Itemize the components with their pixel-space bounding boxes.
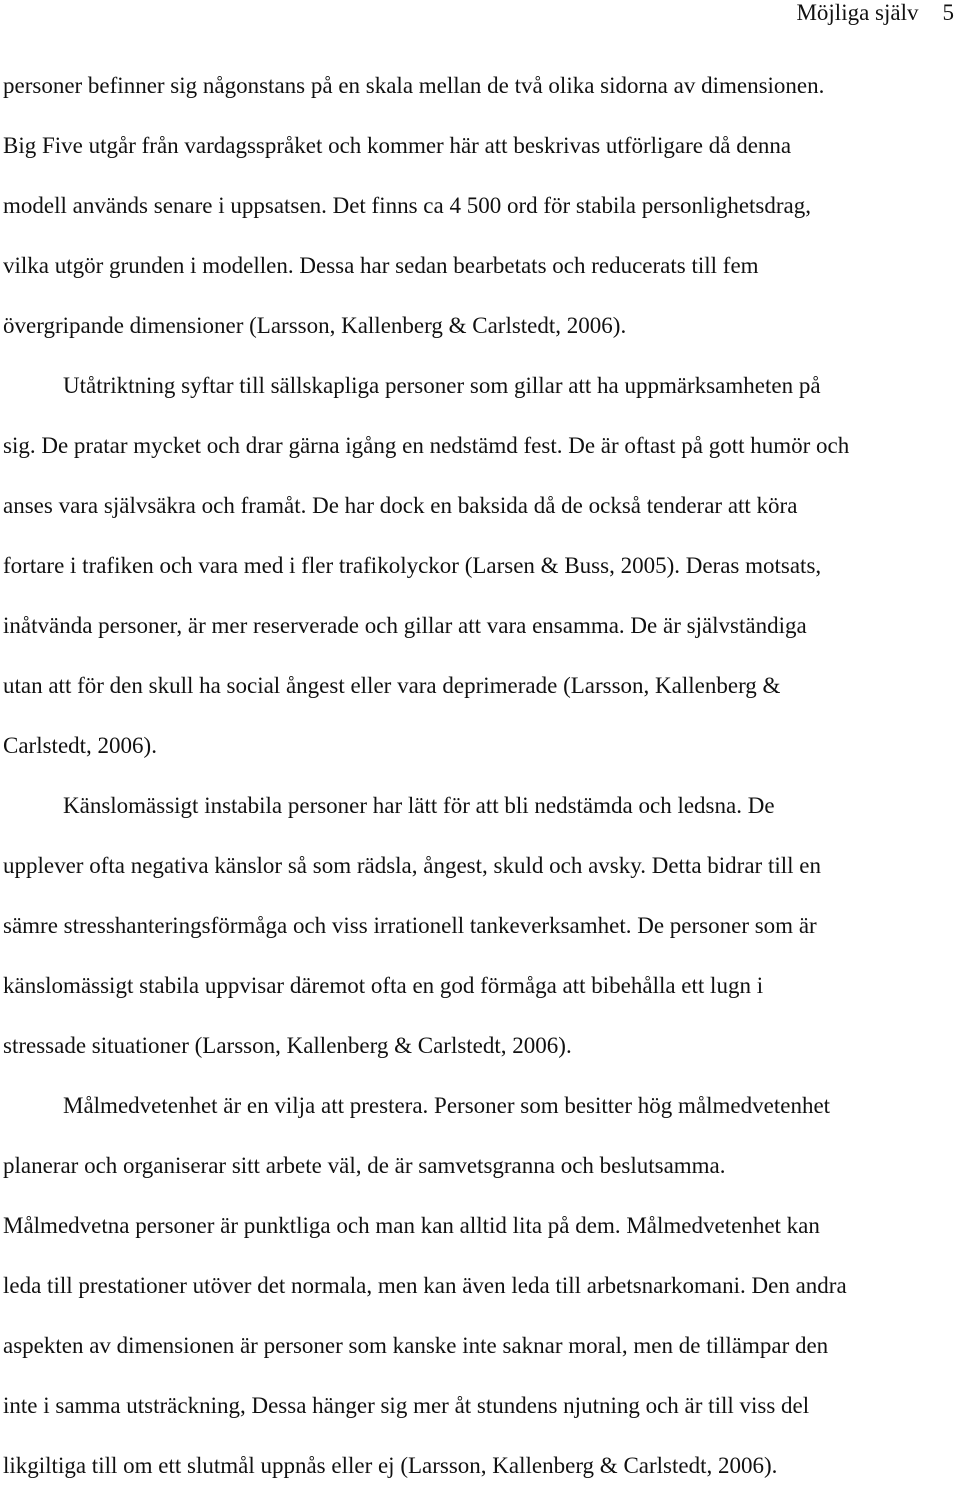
text-line: Big Five utgår från vardagsspråket och kommer här att beskrivas utförligare då denna bbox=[3, 133, 792, 158]
text-line: aspekten av dimensionen är personer som kanske inte saknar moral, men de tillämpar den bbox=[3, 1333, 829, 1358]
paragraph-first-line: Utåtriktning syftar till sällskapliga personer som gillar att ha uppmärksamheten på bbox=[63, 373, 821, 398]
text-line: inte i samma utsträckning, Dessa hänger sig mer åt stundens njutning och är till viss del bbox=[3, 1393, 810, 1418]
running-head bbox=[796, 0, 954, 26]
text-line: upplever ofta negativa känslor så som rädsla, ångest, skuld och avsky. Detta bidrar till en bbox=[3, 853, 821, 878]
text-line: leda till prestationer utöver det normala, men kan även leda till arbetsnarkomani. Den andra bbox=[3, 1273, 847, 1298]
text-line: inåtvända personer, är mer reserverade och gillar att vara ensamma. De är självständiga bbox=[3, 613, 807, 638]
text-line: likgiltiga till om ett slutmål uppnås eller ej (Larsson, Kallenberg & Carlstedt, 2006). bbox=[3, 1453, 778, 1478]
text-line: personer befinner sig någonstans på en skala mellan de två olika sidorna av dimensionen. bbox=[3, 73, 825, 98]
body-text bbox=[3, 56, 960, 1496]
text-line: övergripande dimensioner (Larsson, Kallenberg & Carlstedt, 2006). bbox=[3, 313, 627, 338]
page-number: 5 bbox=[942, 0, 954, 25]
text-line: sämre stresshanteringsförmåga och viss irrationell tankeverksamhet. De personer som är bbox=[3, 913, 817, 938]
text-line: stressade situationer (Larsson, Kallenberg & Carlstedt, 2006). bbox=[3, 1033, 572, 1058]
text-line: fortare i trafiken och vara med i fler trafikolyckor (Larsen & Buss, 2005). Deras motsats, bbox=[3, 553, 822, 578]
running-title: Möjliga själv bbox=[796, 0, 919, 25]
text-line: sig. De pratar mycket och drar gärna igång en nedstämd fest. De är oftast på gott humör och bbox=[3, 433, 850, 458]
text-line: Målmedvetna personer är punktliga och man kan alltid lita på dem. Målmedvetenhet kan bbox=[3, 1213, 820, 1238]
text-line: Carlstedt, 2006). bbox=[3, 733, 157, 758]
text-line: vilka utgör grunden i modellen. Dessa har sedan bearbetats och reducerats till fem bbox=[3, 253, 759, 278]
text-line: utan att för den skull ha social ångest eller vara deprimerade (Larsson, Kallenberg & bbox=[3, 673, 781, 698]
text-line: anses vara självsäkra och framåt. De har dock en baksida då de också tenderar att köra bbox=[3, 493, 798, 518]
paragraph-first-line: Målmedvetenhet är en vilja att prestera. Personer som besitter hög målmedvetenhet bbox=[63, 1093, 831, 1118]
paragraph-first-line: Känslomässigt instabila personer har lätt för att bli nedstämda och ledsna. De bbox=[63, 793, 775, 818]
text-line: modell används senare i uppsatsen. Det finns ca 4 500 ord för stabila personlighetsdrag, bbox=[3, 193, 811, 218]
text-line: känslomässigt stabila uppvisar däremot ofta en god förmåga att bibehålla ett lugn i bbox=[3, 973, 764, 998]
text-line: planerar och organiserar sitt arbete väl, de är samvetsgranna och beslutsamma. bbox=[3, 1153, 726, 1178]
